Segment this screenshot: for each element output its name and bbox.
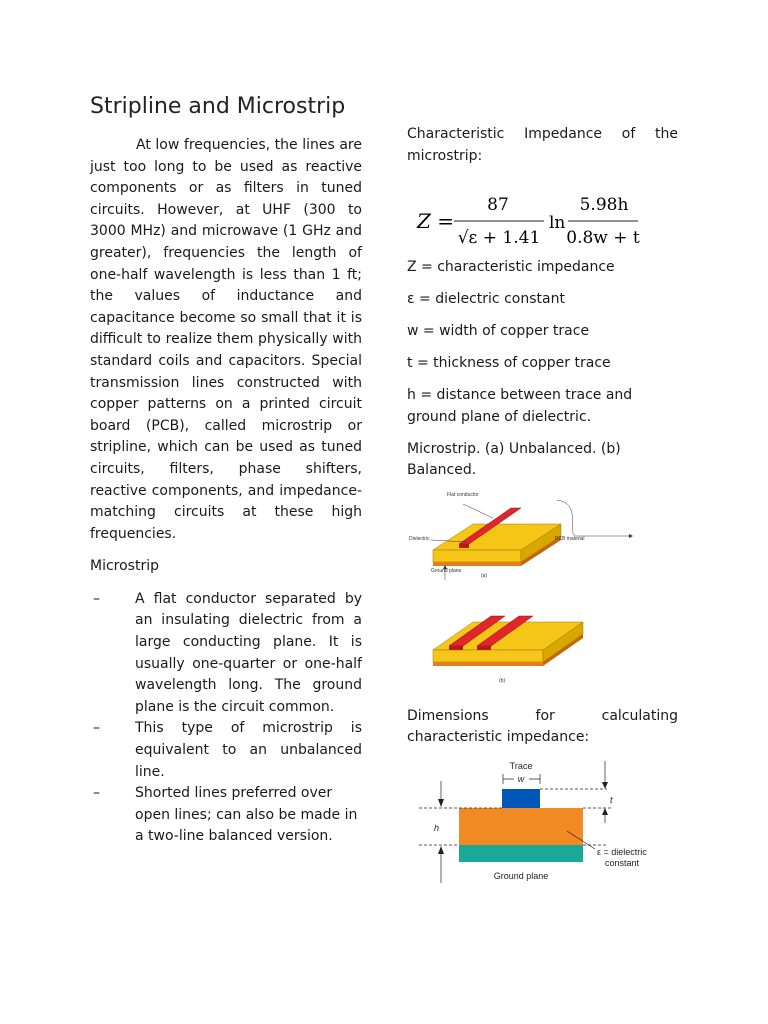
bullet-item: – Shorted lines preferred over open lines; can also be made in a two-line balanced version. xyxy=(90,783,362,848)
formula-ln: ln xyxy=(549,213,566,234)
definition-t: t = thickness of copper trace xyxy=(407,355,611,372)
label-pcb-material: PCB material xyxy=(555,535,585,542)
formula-graphic xyxy=(407,167,678,253)
formula-den2: 0.8w + t xyxy=(566,228,640,249)
bullet-item: – A flat conductor separated by an insulating dielectric from a large conducting plane. It is usually one-quarter or one-half wavelength long. The ground plane is the circuit common. xyxy=(90,589,362,719)
label-constant: constant xyxy=(605,858,640,869)
label-epsilon: ε = dielectric xyxy=(597,847,647,858)
microstrip-heading: Microstrip xyxy=(90,558,159,575)
intro-paragraph: At low frequencies, the lines are just too long to be used as reactive components or as filters in tuned circuits. However, at UHF (300 to 3000 MHz) and microwave (1 GHz and greater), frequencies the length of one-half wavelength is less than 1 ft; the values of inductance and capacitance become so small that it is difficult to realize them physically with standard coils and capacitors. Special transmission lines constructed with copper patterns on a printed circuit board (PCB), called microstrip or stripline, which can be used as tuned circuits, filters, phase shifters, reactive components, and impedance-matching circuits at these high frequencies. xyxy=(90,137,362,542)
formula-lhs: Z = xyxy=(417,209,455,234)
formula-num2: 5.98h xyxy=(579,195,629,216)
definition-epsilon: ε = dielectric constant xyxy=(407,291,565,308)
definition-z: Z = characteristic impedance xyxy=(407,259,615,276)
left-column xyxy=(90,135,362,848)
label-fig-a: (a) xyxy=(481,572,488,579)
definition-w: w = width of copper trace xyxy=(407,323,590,340)
label-fig-b: (b) xyxy=(499,677,506,684)
bullet-item: – This type of microstrip is equivalent to an unbalanced line. xyxy=(90,718,362,783)
dielectric-layer xyxy=(459,808,583,845)
dimensions-heading: Dimensions for calculating characteristic impedance: xyxy=(407,707,678,746)
right-column xyxy=(407,124,678,889)
impedance-formula xyxy=(407,167,678,253)
page-title: Stripline and Microstrip xyxy=(90,94,346,119)
formula-den1: √ε + 1.41 xyxy=(457,228,541,249)
label-t: t xyxy=(610,795,613,806)
formula-num1: 87 xyxy=(487,195,509,216)
label-flat-conductor: Flat conductor xyxy=(447,491,479,498)
definition-h: h = distance between trace and ground plane of dielectric. xyxy=(407,387,633,425)
label-w: w xyxy=(517,774,525,785)
dimensions-figure xyxy=(407,759,667,889)
microstrip-caption: Microstrip. (a) Unbalanced. (b) Balanced. xyxy=(407,440,621,479)
label-trace: Trace xyxy=(509,761,533,772)
label-h: h xyxy=(433,823,439,834)
label-ground-plane: Ground plane xyxy=(431,567,462,574)
microstrip-bullets xyxy=(90,589,362,848)
label-ground-plane-c: Ground plane xyxy=(493,871,549,882)
impedance-heading: Characteristic Impedance of the microstrip: xyxy=(407,126,678,164)
ground-plane-layer xyxy=(459,845,583,862)
label-dielectric: Dielectric xyxy=(409,535,430,542)
microstrip-unbalanced-figure xyxy=(407,490,637,590)
microstrip-balanced-figure xyxy=(407,604,597,696)
copper-trace xyxy=(502,789,540,808)
